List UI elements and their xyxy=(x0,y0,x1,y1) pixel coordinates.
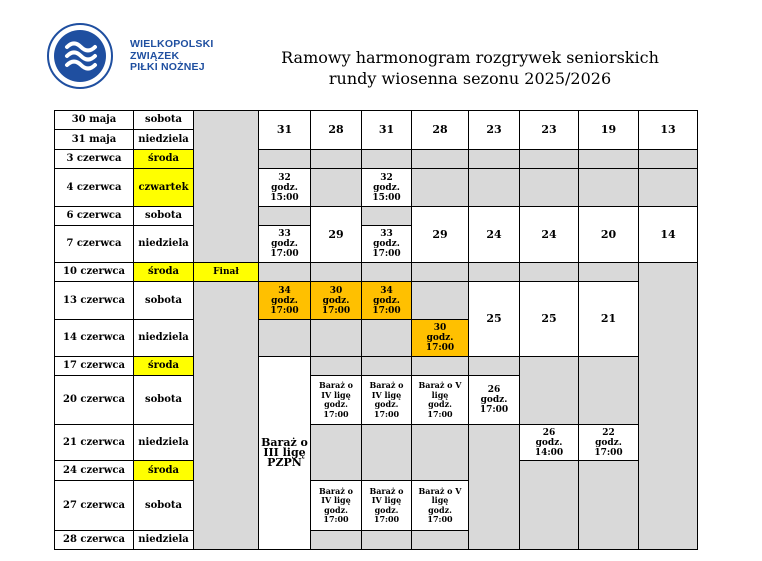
round-cell: 25 xyxy=(519,281,579,357)
round-cell: 20 xyxy=(578,206,639,263)
gray-cell xyxy=(468,262,520,282)
round-cell: 31 xyxy=(361,110,412,150)
gray-cell xyxy=(361,530,412,550)
day-cell: środa xyxy=(133,460,194,481)
gray-cell xyxy=(310,424,362,481)
round-cell: 29 xyxy=(310,206,362,263)
gray-cell xyxy=(361,149,412,169)
gray-cell xyxy=(310,262,362,282)
day-cell: niedziela xyxy=(133,530,194,550)
match-cell: 33 godz. 17:00 xyxy=(258,225,311,263)
gray-cell xyxy=(310,149,362,169)
gray-cell xyxy=(411,262,469,282)
gray-cell xyxy=(411,356,469,376)
day-cell: czwartek xyxy=(133,168,194,207)
date-cell: 27 czerwca xyxy=(54,480,134,531)
baraz-cell: Baraż o V ligę godz. 17:00 xyxy=(411,480,469,531)
final-cell: Finał xyxy=(193,262,259,282)
gray-cell xyxy=(468,168,520,207)
round-cell: 31 xyxy=(258,110,311,150)
round-cell: 14 xyxy=(638,206,698,263)
gray-cell xyxy=(578,168,639,207)
gray-cell xyxy=(411,424,469,481)
day-cell: sobota xyxy=(133,110,194,130)
gray-cell xyxy=(258,149,311,169)
gray-cell xyxy=(638,262,698,550)
gray-cell xyxy=(193,110,259,263)
gray-cell xyxy=(519,460,579,550)
date-cell: 31 maja xyxy=(54,129,134,150)
gray-cell xyxy=(638,149,698,169)
gray-cell xyxy=(310,356,362,376)
match-cell: 32 godz. 15:00 xyxy=(258,168,311,207)
gray-cell xyxy=(258,206,311,226)
gray-cell xyxy=(310,319,362,357)
match-cell-highlight: 30 godz. 17:00 xyxy=(310,281,362,320)
gray-cell xyxy=(193,281,259,550)
day-cell: środa xyxy=(133,149,194,169)
gray-cell xyxy=(310,168,362,207)
match-cell: 33 godz. 17:00 xyxy=(361,225,412,263)
day-cell: środa xyxy=(133,356,194,376)
org-name: WIELKOPOLSKI ZWIĄZEK PIŁKI NOŻNEJ xyxy=(130,38,214,73)
gray-cell xyxy=(519,356,579,425)
gray-cell xyxy=(411,530,469,550)
gray-cell xyxy=(361,356,412,376)
date-cell: 7 czerwca xyxy=(54,225,134,263)
round-cell: 13 xyxy=(638,110,698,150)
date-cell: 28 czerwca xyxy=(54,530,134,550)
page-title: Ramowy harmonogram rozgrywek seniorskich rundy wiosenna sezonu 2025/2026 xyxy=(281,48,659,88)
day-cell: sobota xyxy=(133,281,194,320)
match-cell: 26 godz. 14:00 xyxy=(519,424,579,461)
day-cell: niedziela xyxy=(133,225,194,263)
round-cell: 29 xyxy=(411,206,469,263)
round-cell: 28 xyxy=(411,110,469,150)
match-cell: 32 godz. 15:00 xyxy=(361,168,412,207)
date-cell: 6 czerwca xyxy=(54,206,134,226)
gray-cell xyxy=(411,168,469,207)
day-cell: sobota xyxy=(133,375,194,425)
gray-cell xyxy=(578,356,639,425)
round-cell: 23 xyxy=(519,110,579,150)
round-cell: 25 xyxy=(468,281,520,357)
round-cell: 19 xyxy=(578,110,639,150)
gray-cell xyxy=(519,168,579,207)
date-cell: 4 czerwca xyxy=(54,168,134,207)
gray-cell xyxy=(310,530,362,550)
gray-cell xyxy=(468,356,520,376)
gray-cell xyxy=(468,149,520,169)
day-cell: środa xyxy=(133,262,194,282)
baraz-cell: Baraż o III ligę PZPN xyxy=(258,356,311,550)
day-cell: niedziela xyxy=(133,129,194,150)
gray-cell xyxy=(258,262,311,282)
baraz-cell: Baraż o IV ligę godz. 17:00 xyxy=(361,480,412,531)
day-cell: sobota xyxy=(133,480,194,531)
date-cell: 17 czerwca xyxy=(54,356,134,376)
match-cell-highlight: 34 godz. 17:00 xyxy=(361,281,412,320)
gray-cell xyxy=(361,424,412,481)
baraz-cell: Baraż o IV ligę godz. 17:00 xyxy=(361,375,412,425)
gray-cell xyxy=(468,424,520,550)
match-cell-highlight: 30 godz. 17:00 xyxy=(411,319,469,357)
gray-cell xyxy=(361,206,412,226)
date-cell: 13 czerwca xyxy=(54,281,134,320)
date-cell: 21 czerwca xyxy=(54,424,134,461)
baraz-cell: Baraż o IV ligę godz. 17:00 xyxy=(310,480,362,531)
round-cell: 24 xyxy=(468,206,520,263)
wzpn-logo xyxy=(47,23,113,89)
baraz-cell: Baraż o IV ligę godz. 17:00 xyxy=(310,375,362,425)
date-cell: 24 czerwca xyxy=(54,460,134,481)
round-cell: 21 xyxy=(578,281,639,357)
date-cell: 30 maja xyxy=(54,110,134,130)
day-cell: sobota xyxy=(133,206,194,226)
round-cell: 24 xyxy=(519,206,579,263)
baraz-cell: Baraż o V ligę godz. 17:00 xyxy=(411,375,469,425)
gray-cell xyxy=(361,319,412,357)
gray-cell xyxy=(361,262,412,282)
gray-cell xyxy=(411,281,469,320)
gray-cell xyxy=(638,168,698,207)
date-cell: 10 czerwca xyxy=(54,262,134,282)
match-cell: 26 godz. 17:00 xyxy=(468,375,520,425)
gray-cell xyxy=(258,319,311,357)
gray-cell xyxy=(578,262,639,282)
date-cell: 14 czerwca xyxy=(54,319,134,357)
gray-cell xyxy=(519,149,579,169)
round-cell: 28 xyxy=(310,110,362,150)
gray-cell xyxy=(411,149,469,169)
date-cell: 20 czerwca xyxy=(54,375,134,425)
date-cell: 3 czerwca xyxy=(54,149,134,169)
day-cell: niedziela xyxy=(133,319,194,357)
round-cell: 23 xyxy=(468,110,520,150)
match-cell: 22 godz. 17:00 xyxy=(578,424,639,461)
gray-cell xyxy=(519,262,579,282)
day-cell: niedziela xyxy=(133,424,194,461)
match-cell-highlight: 34 godz. 17:00 xyxy=(258,281,311,320)
gray-cell xyxy=(578,460,639,550)
gray-cell xyxy=(578,149,639,169)
